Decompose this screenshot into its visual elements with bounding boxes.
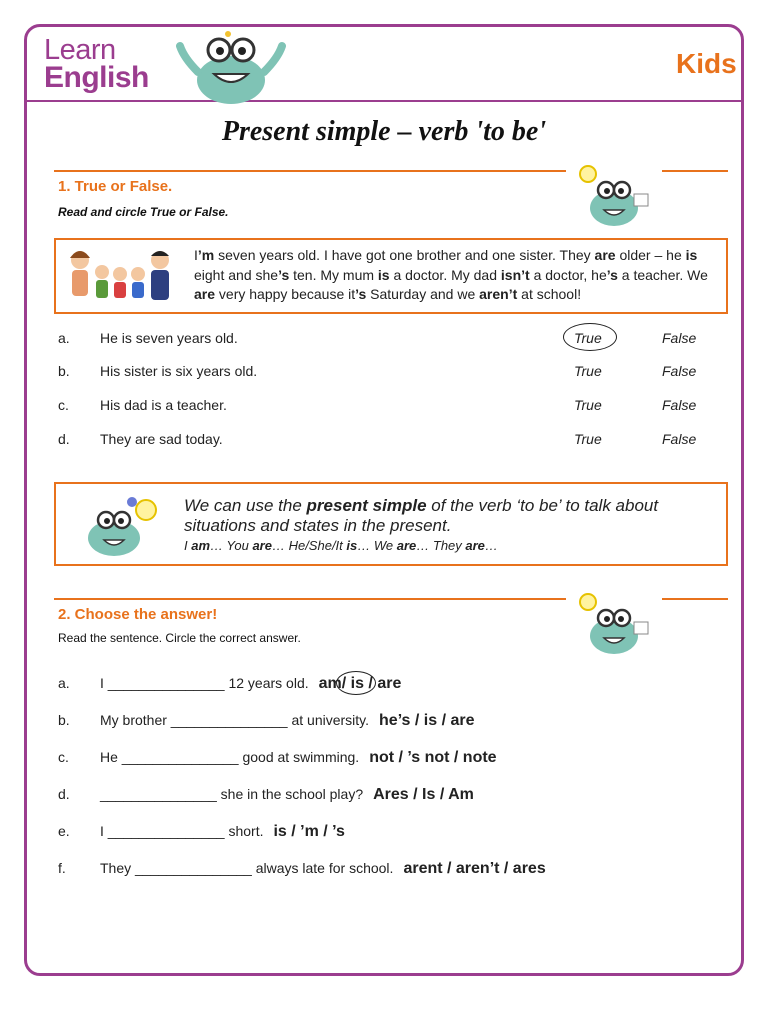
answer-choices[interactable]: am/ is / are	[318, 675, 402, 692]
logo-learn: Learn	[44, 34, 116, 66]
text-fragment: … They	[416, 538, 466, 553]
true-option[interactable]: True	[574, 363, 602, 379]
bold-verb: am	[191, 538, 211, 553]
logo-english: English	[44, 61, 149, 94]
bold-verb: ’s	[355, 286, 367, 302]
item-letter: d.	[58, 431, 70, 447]
bold-verb: are	[396, 538, 417, 553]
false-option[interactable]: False	[662, 330, 697, 346]
section-1-instruction: Read and circle True or False.	[58, 205, 229, 219]
item-letter: b.	[58, 712, 70, 728]
item-sentence: I _______________ 12 years old.	[100, 675, 309, 691]
bold-verb: are	[594, 247, 616, 263]
text-fragment: at school!	[517, 286, 582, 302]
item-letter: d.	[58, 786, 70, 802]
item-letter: a.	[58, 675, 70, 691]
answer-choices[interactable]: not / ’s not / note	[369, 749, 497, 766]
answer-choices[interactable]: Ares / Is / Am	[373, 786, 474, 803]
info-verb-forms	[184, 538, 498, 553]
item-statement: His sister is six years old.	[100, 363, 258, 379]
bold-verb: ’s	[606, 266, 618, 283]
section-1-heading: 1. True or False.	[58, 178, 173, 195]
text-fragment: I	[194, 247, 198, 263]
choose-answer-item	[58, 784, 718, 810]
choose-answer-item	[58, 673, 718, 699]
text-fragment: ten. My mum	[289, 266, 378, 283]
choose-answer-item	[58, 858, 718, 884]
choose-answer-item	[58, 710, 718, 736]
item-sentence: _______________ she in the school play?	[100, 786, 364, 802]
monster-idea-icon	[574, 588, 656, 658]
true-false-item	[58, 431, 718, 455]
choose-answer-item	[58, 747, 718, 773]
item-letter: f.	[58, 860, 66, 876]
answer-choices[interactable]: arent / aren’t / ares	[403, 860, 546, 877]
item-statement: He is seven years old.	[100, 330, 238, 346]
false-option[interactable]: False	[662, 363, 697, 379]
item-letter: e.	[58, 823, 70, 839]
bold-verb: are	[252, 538, 272, 553]
text-fragment: …	[484, 538, 498, 553]
choose-answer-item	[58, 821, 718, 847]
item-letter: b.	[58, 363, 70, 379]
item-sentence: They _______________ always late for school.	[100, 860, 394, 876]
true-option[interactable]: True	[574, 397, 602, 413]
section-rule	[54, 170, 566, 172]
true-false-item	[58, 363, 718, 387]
section-rule	[54, 598, 566, 600]
answer-circle	[336, 671, 376, 695]
text-fragment: a doctor, he	[529, 266, 607, 283]
text-fragment: eight and she	[194, 266, 279, 283]
header-divider	[27, 100, 744, 102]
true-option[interactable]: True	[574, 431, 602, 447]
bold-verb: is	[346, 538, 358, 553]
logo-kids: Kids	[676, 48, 737, 79]
false-option[interactable]: False	[662, 397, 697, 413]
bold-verb: are	[465, 538, 485, 553]
section-2-instruction: Read the sentence. Circle the correct answer.	[58, 631, 301, 645]
true-option[interactable]: True	[574, 330, 602, 346]
bold-verb: aren’t	[479, 286, 518, 302]
text-fragment: seven years old. I have got one brother and one sister. They	[214, 247, 595, 263]
monster-lightbulb-icon	[76, 492, 166, 560]
page-title: Present simple – verb 'to be'	[221, 116, 547, 147]
text-fragment: a teacher. We	[617, 266, 708, 283]
item-statement: His dad is a teacher.	[100, 397, 227, 413]
item-statement: They are sad today.	[100, 431, 223, 447]
bold-verb: isn’t	[500, 266, 530, 283]
true-false-item	[58, 330, 718, 354]
story-box	[54, 238, 728, 314]
item-sentence: I _______________ short.	[100, 823, 264, 839]
answer-choices[interactable]: he’s / is / are	[379, 712, 475, 729]
section-2-heading: 2. Choose the answer!	[58, 606, 218, 623]
text-fragment: older – he	[615, 247, 686, 263]
bold-verb: is	[685, 247, 698, 263]
text-fragment: … He/She/It	[271, 538, 347, 553]
monster-mascot-icon	[176, 28, 286, 106]
bold-verb: ’m	[197, 247, 215, 263]
monster-idea-icon	[574, 160, 656, 230]
family-illustration-icon	[62, 244, 180, 308]
text-fragment: Saturday and we	[366, 286, 480, 302]
section-rule	[662, 170, 728, 172]
answer-choices[interactable]: is / ’m / ’s	[273, 823, 345, 840]
bold-verb: is	[377, 266, 390, 283]
true-false-item	[58, 397, 718, 421]
info-explanation: We can use the present simple of the verb ‘to be’ to talk about situations and states in the present.	[184, 496, 659, 535]
story-text	[194, 246, 722, 305]
text-fragment: … We	[357, 538, 397, 553]
false-option[interactable]: False	[662, 431, 697, 447]
item-letter: c.	[58, 749, 69, 765]
item-sentence: My brother _______________ at university.	[100, 712, 370, 728]
info-box	[54, 482, 728, 566]
text-fragment: I	[184, 538, 192, 553]
bold-verb: ’s	[278, 266, 290, 283]
text-fragment: … You	[210, 538, 253, 553]
text-fragment: a doctor. My dad	[389, 266, 501, 283]
item-letter: c.	[58, 397, 69, 413]
answer-circle	[563, 323, 617, 351]
item-sentence: He _______________ good at swimming.	[100, 749, 360, 765]
item-letter: a.	[58, 330, 70, 346]
text-fragment: very happy because it	[215, 286, 356, 302]
section-rule	[662, 598, 728, 600]
bold-verb: are	[194, 286, 216, 302]
